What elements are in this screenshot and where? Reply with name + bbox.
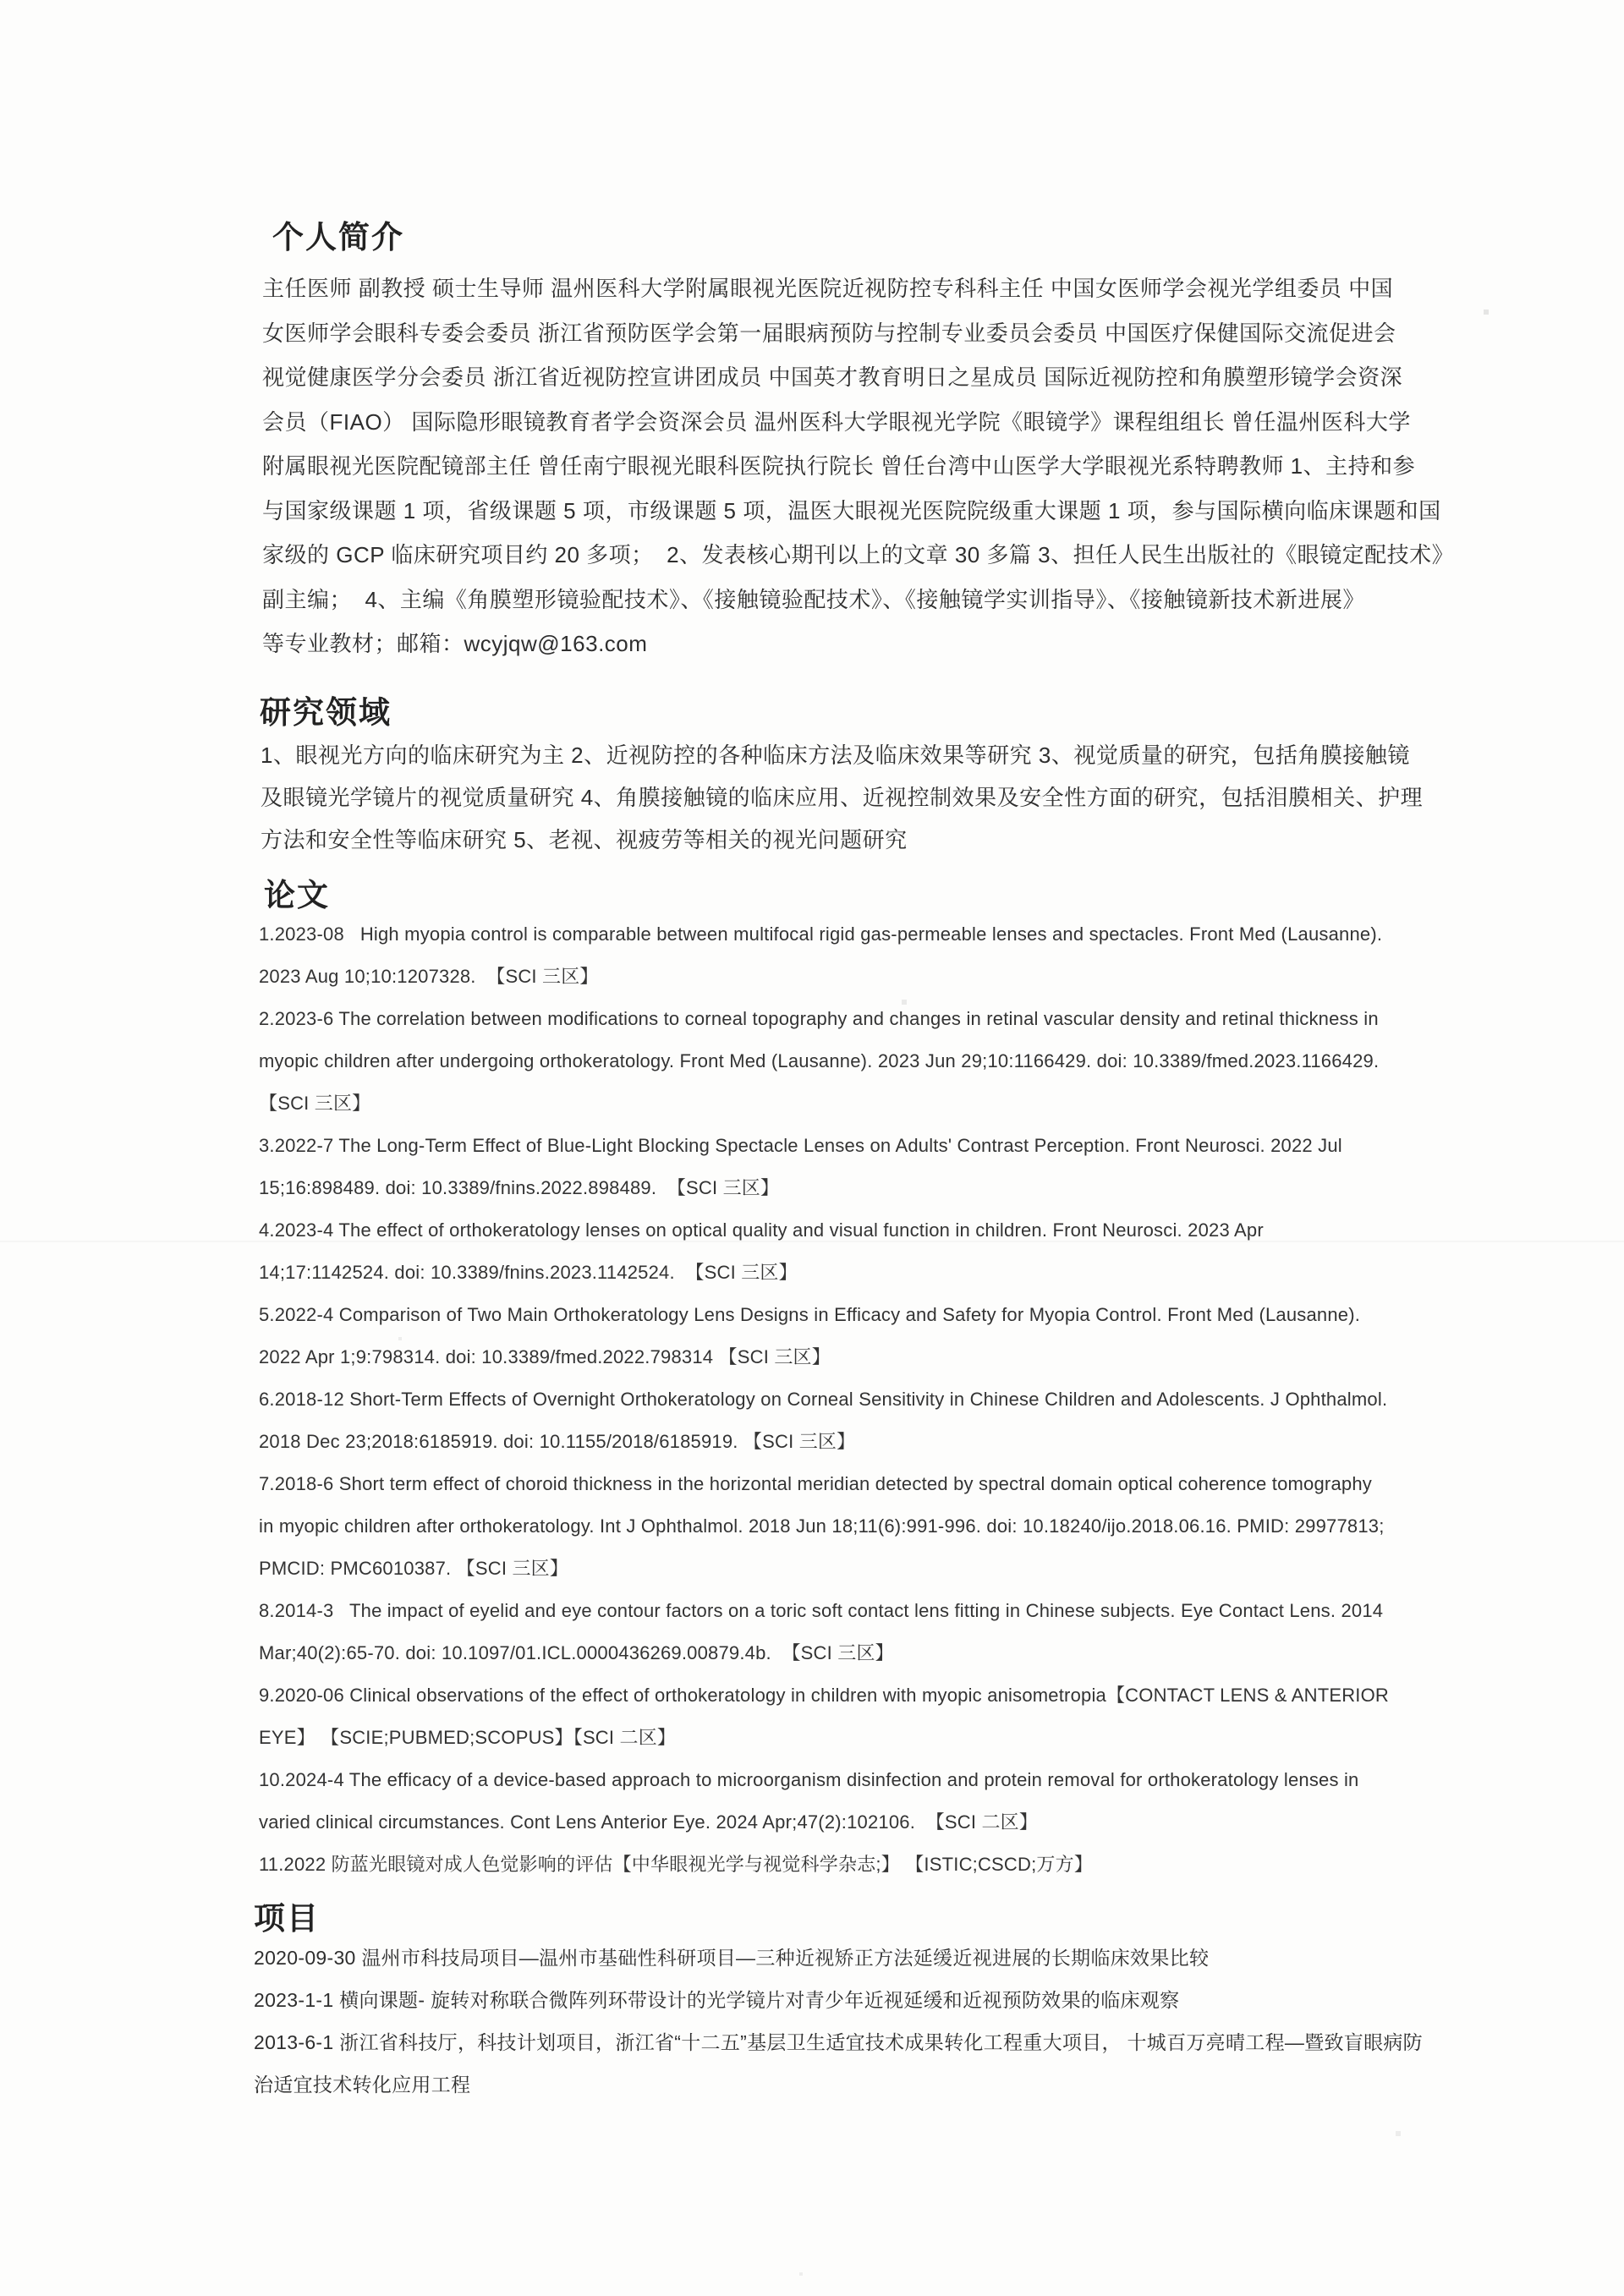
text-line: 4.2023-4 The effect of orthokeratology lenses on optical quality and visual function in children. Front Neurosci. 2023 Apr [259,1219,1264,1241]
text-line: EYE】 【SCIE;PUBMED;SCOPUS】【SCI 二区】 [259,1727,677,1748]
text-line: 等专业教材；邮箱：wcyjqw@163.com [262,631,648,656]
research-text-block [261,734,1423,861]
text-line: 9.2020-06 Clinical observations of the effect of orthokeratology in children with myopic anisometropia【CONTACT LENS & ANTERIOR [259,1685,1390,1706]
text-line: PMCID: PMC6010387. 【SCI 三区】 [259,1558,569,1579]
text-line: 11.2022 防蓝光眼镜对成人色觉影响的评估【中华眼视光学与视觉科学杂志;】 【ISTIC;CSCD;万方】 [259,1854,1094,1875]
projects-list [254,1937,1423,2106]
text-line: 15;16:898489. doi: 10.3389/fnins.2022.898489. 【SCI 三区】 [259,1177,780,1198]
text-line: 3.2022-7 The Long-Term Effect of Blue-Light Blocking Spectacle Lenses on Adults' Contrast Perception. Front Neurosci. 2022 Jul [259,1135,1342,1156]
text-line: 2020-09-30 温州市科技局项目—温州市基础性科研项目—三种近视矫正方法延缓近视进展的长期临床效果比较 [254,1947,1210,1969]
text-line: 与国家级课题 1 项，省级课题 5 项，市级课题 5 项，温医大眼视光医院院级重大课题 1 项，参与国际横向临床课题和国 [262,497,1441,523]
text-line: 女医师学会眼科专委会委员 浙江省预防医学会第一届眼病预防与控制专业委员会委员 中国医疗保健国际交流促进会 [262,320,1396,346]
text-line: 6.2018-12 Short-Term Effects of Overnight Orthokeratology on Corneal Sensitivity in Chinese Children and Adolescents. J Ophthalmol. [259,1389,1388,1410]
text-line: 2022 Apr 1;9:798314. doi: 10.3389/fmed.2022.798314 【SCI 三区】 [259,1346,831,1367]
text-line: 14;17:1142524. doi: 10.3389/fnins.2023.1142524. 【SCI 三区】 [259,1262,798,1283]
text-line: varied clinical circumstances. Cont Lens Anterior Eye. 2024 Apr;47(2):102106. 【SCI 二区】 [259,1811,1039,1833]
text-line: 5.2022-4 Comparison of Two Main Orthokeratology Lens Designs in Efficacy and Safety for Myopia Control. Front Med (Lausanne). [259,1304,1361,1325]
projects-section-heading: 项目 [254,1901,320,1936]
text-line: 2023 Aug 10;10:1207328. 【SCI 三区】 [259,966,599,987]
text-line: 2.2023-6 The correlation between modifications to corneal topography and changes in retinal vascular density and retinal thickness in [259,1008,1379,1029]
papers-list [259,913,1389,1886]
text-line: 1.2023-08 High myopia control is comparable between multifocal rigid gas-permeable lenses and spectacles. Front Med (Lausanne). [259,923,1383,945]
text-line: 会员（FIAO） 国际隐形眼镜教育者学会资深会员 温州医科大学眼视光学院《眼镜学》课程组组长 曾任温州医科大学 [262,408,1411,435]
text-line: Mar;40(2):65-70. doi: 10.1097/01.ICL.0000436269.00879.4b. 【SCI 三区】 [259,1642,894,1663]
text-line: 1、眼视光方向的临床研究为主 2、近视防控的各种临床方法及临床效果等研究 3、视觉质量的研究，包括角膜接触镜 [261,743,1410,768]
text-line: in myopic children after orthokeratology. Int J Ophthalmol. 2018 Jun 18;11(6):991-996. doi: 10.18240/ijo.2018.06.16. PMID: 29977813; [259,1515,1385,1537]
text-line: 8.2014-3 The impact of eyelid and eye contour factors on a toric soft contact lens fitting in Chinese subjects. Eye Contact Lens. 2014 [259,1600,1384,1621]
text-line: 2013-6-1 浙江省科技厅，科技计划项目，浙江省“十二五”基层卫生适宜技术成果转化工程重大项目， 十城百万亮晴工程—暨致盲眼病防 [254,2031,1423,2053]
scan-artifact-specks [0,0,2,2]
papers-section-heading: 论文 [264,878,330,912]
text-line: 2018 Dec 23;2018:6185919. doi: 10.1155/2018/6185919. 【SCI 三区】 [259,1431,856,1452]
text-line: 及眼镜光学镜片的视觉质量研究 4、角膜接触镜的临床应用、近视控制效果及安全性方面的研究，包括泪膜相关、护理 [261,785,1424,810]
text-line: 10.2024-4 The efficacy of a device-based approach to microorganism disinfection and protein removal for orthokeratology lenses in [259,1769,1359,1790]
profile-text-block [262,266,1454,666]
text-line: 附属眼视光医院配镜部主任 曾任南宁眼视光眼科医院执行院长 曾任台湾中山医学大学眼视光系特聘教师 1、主持和参 [262,453,1416,479]
research-section-heading: 研究领域 [260,695,392,730]
text-line: 7.2018-6 Short term effect of choroid thickness in the horizontal meridian detected by spectral domain optical coherence tomography [259,1473,1372,1494]
text-line: myopic children after undergoing orthokeratology. Front Med (Lausanne). 2023 Jun 29;10:1166429. doi: 10.3389/fmed.2023.1166429. [259,1050,1380,1071]
profile-section-heading: 个人简介 [272,220,404,255]
text-line: 【SCI 三区】 [259,1093,371,1114]
text-line: 方法和安全性等临床研究 5、老视、视疲劳等相关的视光问题研究 [261,827,908,852]
text-line: 家级的 GCP 临床研究项目约 20 多项； 2、发表核心期刊以上的文章 30 多篇 3、担任人民生出版社的《眼镜定配技术》 [262,542,1455,567]
text-line: 治适宜技术转化应用工程 [254,2074,471,2096]
text-line: 副主编； 4、主编《角膜塑形镜验配技术》、《接触镜验配技术》、《接触镜学实训指导》、《接触镜新技术新进展》 [262,586,1365,612]
text-line: 主任医师 副教授 硕士生导师 温州医科大学附属眼视光医院近视防控专科科主任 中国女医师学会视光学组委员 中国 [262,276,1394,301]
text-line: 视觉健康医学分会委员 浙江省近视防控宣讲团成员 中国英才教育明日之星成员 国际近视防控和角膜塑形镜学会资深 [262,364,1403,390]
text-line: 2023-1-1 横向课题- 旋转对称联合微阵列环带设计的光学镜片对青少年近视延缓和近视预防效果的临床观察 [254,1989,1180,2011]
